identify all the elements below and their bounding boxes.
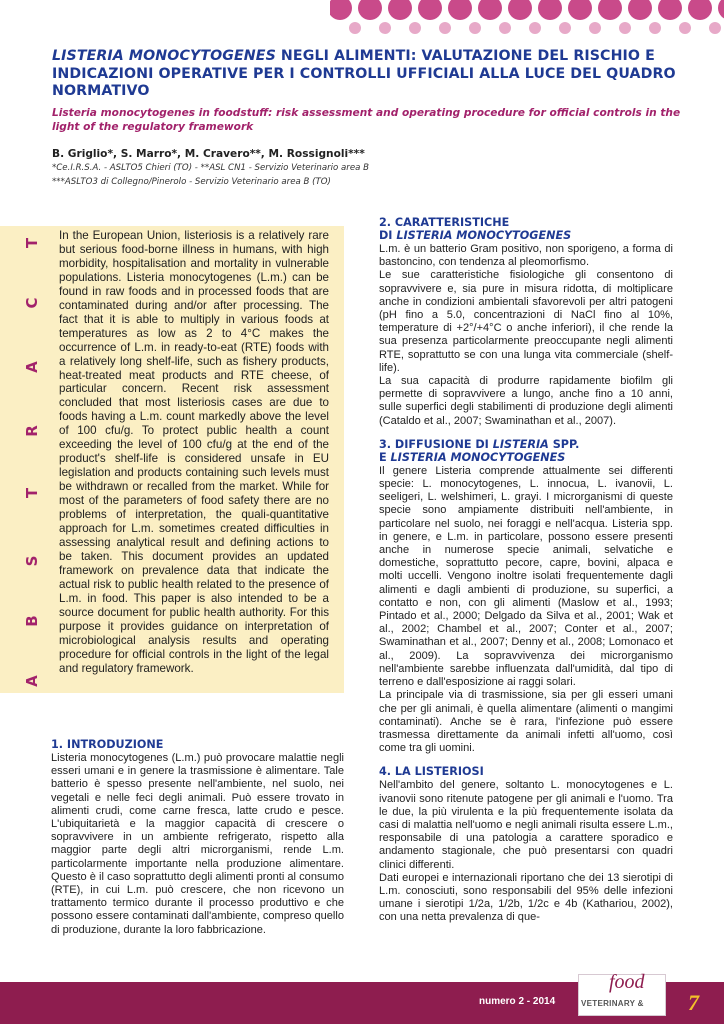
- abstract-letter: T: [23, 487, 41, 499]
- characteristics-paragraph-2: Le sue caratteristiche fisiologiche gli consentono di sopravvivere e, sia pure in misura ridotta, di moltiplicare anche in condizioni ambientali sfavorevoli per altri patogeni (pH fino a 5.0, concentrazioni di NaCl fino al 10%, temperature di +2°/+4°C o anche inferiori), il che rende la sua presenza particolarmente preoccupante negli alimenti RTE, soprattutto se con una lunga vita commerciale (shelf-life).: [379, 269, 673, 374]
- abstract-vertical-label: [14, 226, 50, 693]
- logo-word-veterinary: VETERINARY &: [581, 999, 644, 1008]
- title-species: LISTERIA MONOCYTOGENES: [52, 48, 276, 64]
- abstract-letter: R: [23, 425, 41, 437]
- top-decoration-band: [0, 0, 724, 34]
- abstract-paragraph: In the European Union, listeriosis is a relatively rare but serious food-borne illness in humans, with high morbidity, hospitalisation and mortality in vulnerable populations. Listeria monocytogenes (L.m.) can be found in raw foods and in processed foods that are contaminated during and/or after processing. The fact that it is able to multiply in various foods at temperatures as low as 2 to 4°C makes the occurrence of L.m. in ready-to-eat (RTE) foods with a relatively long shelf-life, such as fishery products, heat-treated meat products and RTE cheese, of particular concern. Recent risk assessment concluded that most listeriosis cases are due to foods having a L.m. count markedly above the level of 100 cfu/g. To protect public health a count exceeding the level of 100 cfu/g at the end of the product's shelf-life is considered unsafe in EU legislation and products containing such levels must be withdrawn or recalled from the market. While for most of the parameters of food safety there are no problems of interpretation, the quali-quantitative approach for L.m. sometimes created difficulties in assessing analytical result and defining actions to be taken. This document provides an updated framework on prevalence data that indicate the actual risk to public health related to the presence of L.m. in food. This paper is also intended to be a source document for public health authority. For this purpose it provides guidance on interpretation of microbiological analysis results and operating procedure for official controls in the light of the legal and regulatory framework.: [59, 229, 329, 675]
- heading-suffix: SPP.: [548, 437, 580, 451]
- abstract-letter: A: [23, 675, 41, 687]
- listeriosis-paragraph-1: Nell'ambito del genere, soltanto L. monocytogenes e L. ivanovii sono ritenute patogene per gli animali e l'uomo. Tra le due, la più virulenta e la più frequentemente isolata da casi di malattia nell'uomo e negli animali risulta essere L.m., responsabile di una patologia a carattere sporadico e andamento stagionale, che può presentarsi con quadri clinici differenti.: [379, 779, 673, 871]
- article-header: [52, 48, 682, 189]
- affiliation-line-2: ***ASLTO3 di Collegno/Pinerolo - Servizio Veterinario area B (TO): [52, 177, 331, 187]
- heading-species: LISTERIA MONOCYTOGENES: [390, 450, 566, 464]
- diffusion-paragraph-2: La principale via di trasmissione, sia per gli esseri umani che per gli animali, è quella alimentare (alimenti o mangimi contaminati). Anche se è rara, l'infezione può essere trasmessa direttamente da animali infetti all'uomo, così come tra gli uomini.: [379, 689, 673, 755]
- section-heading-characteristics: [379, 216, 673, 242]
- issue-label: numero 2 - 2014: [479, 996, 556, 1007]
- section-heading-listeriosis: 4. LA LISTERIOSI: [379, 765, 484, 779]
- abstract-text: [59, 229, 329, 676]
- heading-line: 2. CARATTERISTICHE: [379, 216, 510, 229]
- heading-prefix: DI: [379, 229, 397, 242]
- characteristics-paragraph-3: La sua capacità di produrre rapidamente biofilm gli permette di sopravvivere a lungo, anche fino a 10 anni, sulle superfici degli stabilimenti di produzione degli alimenti (Cataldo et al., 2007; Swaminathan et al., 2007).: [379, 375, 673, 427]
- abstract-letter: C: [23, 297, 41, 309]
- heading-prefix: E: [379, 450, 391, 464]
- section-heading-diffusion: [379, 438, 673, 464]
- abstract-letter: B: [23, 615, 41, 627]
- characteristics-paragraph-1: L.m. è un batterio Gram positivo, non sporigeno, a forma di bastoncino, con tendenza al pleomorfismo.: [379, 243, 673, 269]
- section-heading-introduction: 1. INTRODUZIONE: [51, 738, 164, 751]
- logo-word-food: food: [609, 971, 645, 993]
- dot-pattern-decoration: [330, 0, 724, 34]
- journal-logo: [578, 971, 666, 1016]
- heading-species: LISTERIA MONOCYTOGENES: [396, 229, 572, 242]
- heading-genus: LISTERIA: [492, 437, 549, 451]
- introduction-paragraph: Listeria monocytogenes (L.m.) può provocare malattie negli esseri umani e in genere la trasmissione è alimentare. Tale batterio è spesso presente nell'ambiente, nel suolo, nei vegetali e nelle feci degli animali. Può essere trovato in alimenti crudi, come carne fresca, latte crudo e pesce. L'ubiquitarietà e la maggior capacità di crescere o sopravvivere in un ambiente refrigerato, rispetto alla maggior parte degli altri microrganismi, rende L.m. particolarmente importante nella produzione alimentare. Questo è il caso soprattutto degli alimenti pronti al consumo (RTE), in cui L.m. può crescere, che non ricevono un trattamento termico durante il processo produttivo e che possono essere contaminati dall'ambiente, compreso quello di produzione, durante la loro fabbricazione.: [51, 752, 344, 936]
- abstract-letter: S: [23, 555, 41, 567]
- abstract-letter: A: [23, 361, 41, 373]
- left-column: [51, 738, 344, 937]
- diffusion-paragraph-1: Il genere Listeria comprende attualmente sei differenti specie: L. monocytogenes, L. innocua, L. ivanovii, L. seeligeri, L. welshimeri, L. grayi. I microrganismi di queste specie sono ampiamente distribuiti nell'ambiente, in particolare nel suolo, nei foraggi e nell'acqua. Listeria spp. in genere, e L.m. in particolare, possono essere presenti anche in numerose specie animali, selvatiche e domestiche, soprattutto pecore, capre, bovini, alpaca e molti uccelli. Vengono inoltre isolati frequentemente dagli alimenti e dagli ambienti di produzione, su superfici, a contatto e non, con gli alimenti (Maslow et al., 1993; Pintado et al., 2000; Delgado da Silva et al., 2001; Wak et al., 2002; Chambel et al., 2007; Conter et al., 2007; Swaminathan et al., 2007; Denny et al., 2008; Lomonaco et al., 2009). La sopravvivenza dei microrganismo nell'ambiente sarebbe influenzata dall'umidità, dal tipo di terreno e dall'esposizione ai raggi solari.: [379, 464, 673, 689]
- article-title: [52, 48, 682, 101]
- right-column: [379, 216, 673, 925]
- article-subtitle-english: Listeria monocytogenes in foodstuff: risk assessment and operating procedure for official controls in the light of the regulatory framework: [52, 106, 681, 133]
- article-authors: B. Griglio*, S. Marro*, M. Cravero**, M. Rossignoli***: [52, 147, 365, 160]
- page-number: 7: [688, 990, 699, 1015]
- title-rest: NEGLI ALIMENTI: VALUTAZIONE DEL RISCHIO E INDICAZIONI OPERATIVE PER I CONTROLLI UFFICIALI ALLA LUCE DEL QUADRO NORMATIVO: [52, 48, 676, 99]
- listeriosis-paragraph-2: Dati europei e internazionali riportano che dei 13 sierotipi di L.m. conosciuti, sono responsabili del 95% delle infezioni umane i sierotipi 1/2a, 1/2b, 1/2c e 4b (Kathariou, 2002), con una netta prevalenza di que-: [379, 871, 673, 924]
- abstract-letter: T: [23, 237, 41, 249]
- heading-prefix: 3. DIFFUSIONE DI: [379, 437, 493, 451]
- affiliation-line-1: *Ce.I.R.S.A. - ASLTO5 Chieri (TO) - **ASL CN1 - Servizio Veterinario area B: [52, 162, 370, 173]
